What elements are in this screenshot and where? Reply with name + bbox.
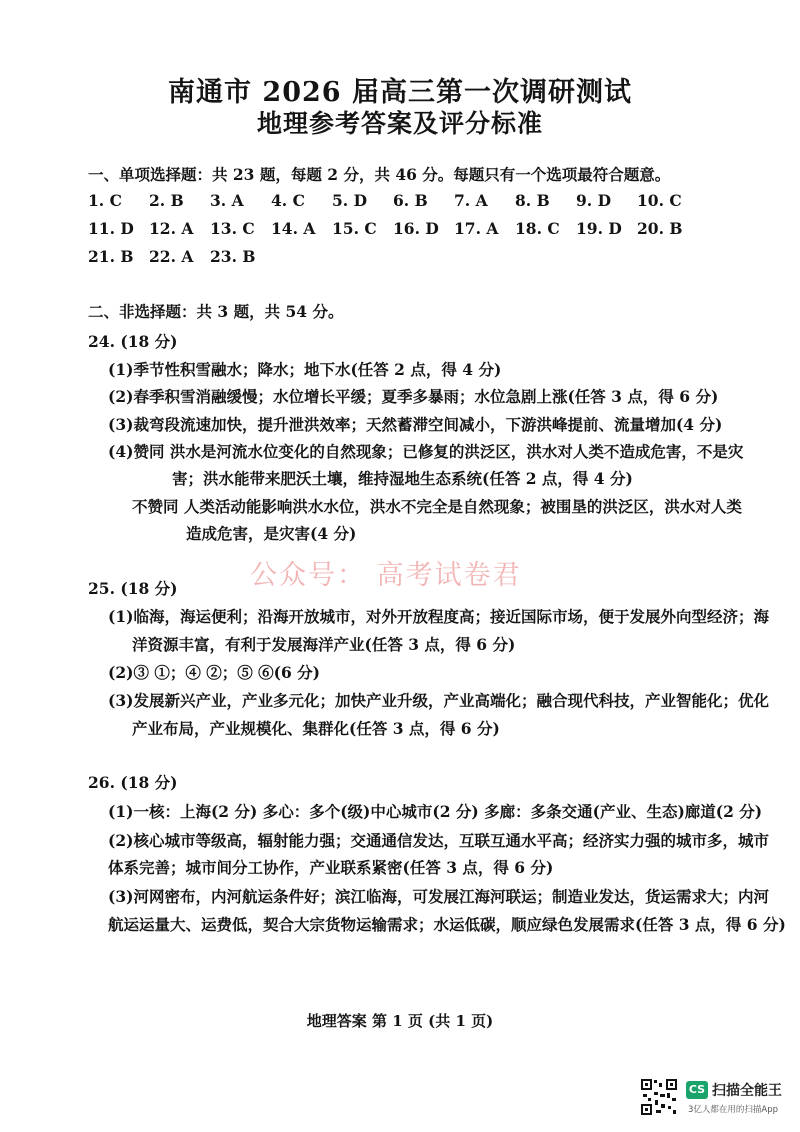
q26-answer-2-line2: 体系完善；城市间分工协作，产业联系紧密(任答 3 点，得 6 分) [108,858,554,877]
q24-answer-4-line2: 害；洪水能带来肥沃土壤，维持湿地生态系统(任答 2 点，得 4 分) [172,469,633,488]
q25-answer-3-line2: 产业布局，产业规模化、集群化(任答 3 点，得 6 分) [132,719,500,738]
mc-answer: 17. A [454,219,499,238]
mc-answer: 18. C [515,219,560,238]
mc-answer: 13. C [210,219,255,238]
q25-answer-1-line2: 洋资源丰富，有利于发展海洋产业(任答 3 点，得 6 分) [132,635,516,654]
mc-answer: 4. C [271,191,305,210]
mc-answer: 15. C [332,219,377,238]
q26-answer-2-line1: (2)核心城市等级高，辐射能力强；交通通信发达，互联互通水平高；经济实力强的城市多，城市 [108,831,769,850]
q24-heading: 24. (18 分) [88,332,178,351]
mc-answer: 19. D [576,219,622,238]
q26-answer-3-line2: 航运运量大、运费低，契合大宗货物运输需求；水运低碳，顺应绿色发展需求(任答 3 点，得 6 分) [108,915,786,934]
mc-answer: 21. B [88,247,134,266]
mc-answer: 7. A [454,191,488,210]
mc-answer: 9. D [576,191,612,210]
q24-answer-2: (2)春季积雪消融缓慢；水位增长平缓；夏季多暴雨；水位急剧上涨(任答 3 点，得 6 分) [108,387,719,406]
q24-answer-4-line1: (4)赞同 洪水是河流水位变化的自然现象；已修复的洪泛区，洪水对人类不造成危害，不是灾 [108,442,744,461]
mc-answer: 3. A [210,191,244,210]
q24-answer-3: (3)裁弯段流速加快，提升泄洪效率；天然蓄滞空间减小，下游洪峰提前、流量增加(4 分) [108,415,723,434]
camscanner-logo-icon: CS [686,1081,708,1099]
q24-answer-4-line3: 不赞同 人类活动能影响洪水水位，洪水不完全是自然现象；被围垦的洪泛区，洪水对人类 [132,497,742,516]
watermark-text: 公众号： 高考试卷君 [250,560,522,591]
q25-answer-2: (2)③ ①；④ ②；⑤ ⑥(6 分) [108,663,320,682]
q26-answer-3-line1: (3)河网密布，内河航运条件好；滨江临海，可发展江海河联运；制造业发达，货运需求大；内河 [108,887,769,906]
mc-answer: 5. D [332,191,368,210]
scanner-app-name: 扫描全能王 [712,1083,782,1099]
q26-heading: 26. (18 分) [88,773,178,792]
q24-answer-1: (1)季节性积雪融水；降水；地下水(任答 2 点，得 4 分) [108,360,502,379]
page-title: 南通市 2026 届高三第一次调研测试 [168,77,632,108]
mc-answer: 16. D [393,219,439,238]
mc-answer: 2. B [149,191,184,210]
page-footer: 地理答案 第 1 页 (共 1 页) [306,1012,494,1030]
mc-answer: 1. C [88,191,122,210]
mc-answer: 22. A [149,247,194,266]
q25-answer-3-line1: (3)发展新兴产业，产业多元化；加快产业升级，产业高端化；融合现代科技，产业智能化；优化 [108,691,769,710]
mc-answer: 8. B [515,191,550,210]
qr-code-icon [640,1078,678,1116]
mc-answer: 10. C [637,191,682,210]
page-subtitle: 地理参考答案及评分标准 [256,109,543,138]
q25-answer-1-line1: (1)临海，海运便利；沿海开放城市，对外开放程度高；接近国际市场，便于发展外向型经济；海 [108,607,769,626]
section2-heading: 二、非选择题：共 3 题，共 54 分。 [88,302,344,321]
scanner-tagline: 3亿人都在用的扫描App [688,1105,779,1115]
q25-heading: 25. (18 分) [88,579,178,598]
q24-answer-4-line4: 造成危害，是灾害(4 分) [186,524,357,543]
mc-answer: 6. B [393,191,428,210]
mc-answer: 11. D [88,219,134,238]
mc-answer: 20. B [637,219,683,238]
q26-answer-1: (1)一核：上海(2 分) 多心：多个(级)中心城市(2 分) 多廊：多条交通(产业、生态)廊道(2 分) [108,802,763,821]
mc-answer: 23. B [210,247,256,266]
mc-answer: 14. A [271,219,316,238]
mc-answer: 12. A [149,219,194,238]
section1-heading: 一、单项选择题：共 23 题，每题 2 分，共 46 分。每题只有一个选项最符合题意。 [88,165,671,184]
